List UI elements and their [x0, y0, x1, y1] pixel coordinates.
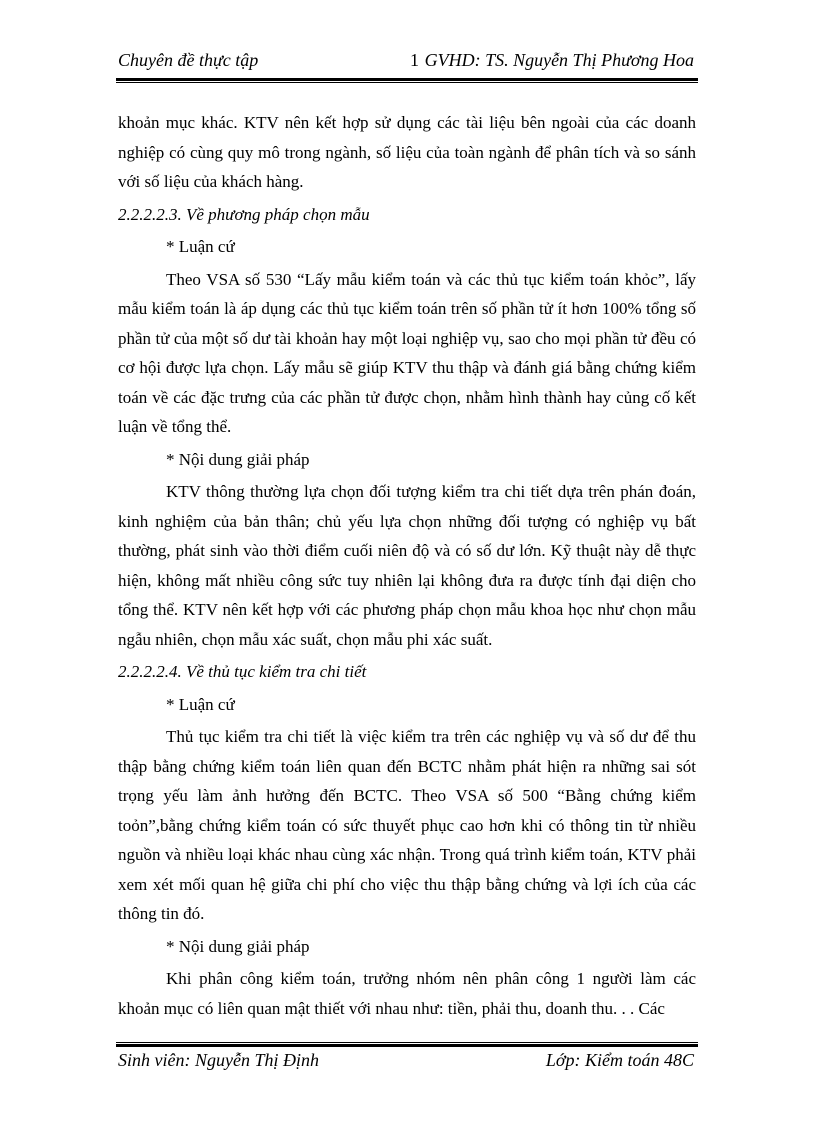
- section-heading-sampling: 2.2.2.2.3. Về phương pháp chọn mẫu: [118, 204, 370, 224]
- paragraph-detail-rationale: Thủ tục kiểm tra chi tiết là việc kiểm tra trên các nghiệp vụ và số dư để thu thập bằng chứng kiểm toán liên quan đến BCTC nhằm phát hiện ra những sai sót trọng yếu làm ảnh hưởng đến BCTC. Theo VSA số 500 “Bằng chứng kiểm toỏn”,bằng chứng kiểm toán có sức thuyết phục cao hơn khi có thông tin từ nhiều nguồn và nhiều loại khác nhau cùng xác nhận. Trong quá trình kiểm toán, KTV phải xem xét mối quan hệ giữa chi phí cho việc thu thập bằng chứng và lợi ích của các thông tin đó.: [118, 727, 696, 923]
- header-document-type: Chuyên đề thực tập: [118, 50, 259, 70]
- section-heading-detail-testing: 2.2.2.2.4. Về thủ tục kiểm tra chi tiết: [118, 662, 367, 681]
- page-footer: [118, 1050, 696, 1078]
- subheading-rationale: * Luận cứ: [166, 694, 235, 714]
- paragraph-detail-solution: Khi phân công kiểm toán, trưởng nhóm nên phân công 1 người làm các khoản mục có liên quan mật thiết với nhau như: tiền, phải thu, doanh thu. . . Các: [118, 969, 696, 1018]
- page-number: 1: [410, 50, 419, 70]
- footer-divider: [116, 1042, 698, 1047]
- subheading-rationale: * Luận cứ: [166, 237, 235, 256]
- paragraph-sampling-solution: KTV thông thường lựa chọn đối tượng kiểm tra chi tiết dựa trên phán đoán, kinh nghiệm của bản thân; chủ yếu lựa chọn những đối tượng có nghiệp vụ bất thường, phát sinh vào thời điểm cuối niên độ và có số dư lớn. Kỹ thuật này dễ thực hiện, không mất nhiều công sức tuy nhiên lại không đưa ra được tính đại diện cho tổng thể. KTV nên kết hợp với các phương pháp chọn mẫu khoa học như chọn mẫu ngẫu nhiên, chọn mẫu xác suất, chọn mẫu phi xác suất.: [118, 482, 696, 649]
- page-body: [118, 108, 696, 1023]
- header-divider: [116, 78, 698, 83]
- header-supervisor: GVHD: TS. Nguyễn Thị Phương Hoa: [424, 50, 694, 70]
- footer-student: Sinh viên: Nguyễn Thị Định: [118, 1050, 319, 1070]
- subheading-solution: * Nội dung giải pháp: [166, 936, 310, 956]
- page-header: [118, 50, 696, 78]
- paragraph-continuation: khoản mục khác. KTV nên kết hợp sử dụng các tài liệu bên ngoài của các doanh nghiệp có cùng quy mô trong ngành, số liệu của toàn ngành để phân tích và so sánh với số liệu của khách hàng.: [118, 113, 696, 191]
- footer-class: Lớp: Kiểm toán 48C: [545, 1050, 694, 1070]
- paragraph-sampling-rationale: Theo VSA số 530 “Lấy mẫu kiểm toán và các thủ tục kiểm toán khỏc”, lấy mẫu kiểm toán là áp dụng các thủ tục kiểm toán trên số phần tử ít hơn 100% tổng số phần tử của một số dư tài khoản hay một loại nghiệp vụ, sao cho mọi phần tử đều có cơ hội được lựa chọn. Lấy mẫu sẽ giúp KTV thu thập và đánh giá bằng chứng kiểm toán về các đặc trưng của các phần tử được chọn, nhằm hình thành hay củng cố kết luận về tổng thể.: [118, 269, 696, 436]
- subheading-solution: * Nội dung giải pháp: [166, 449, 310, 469]
